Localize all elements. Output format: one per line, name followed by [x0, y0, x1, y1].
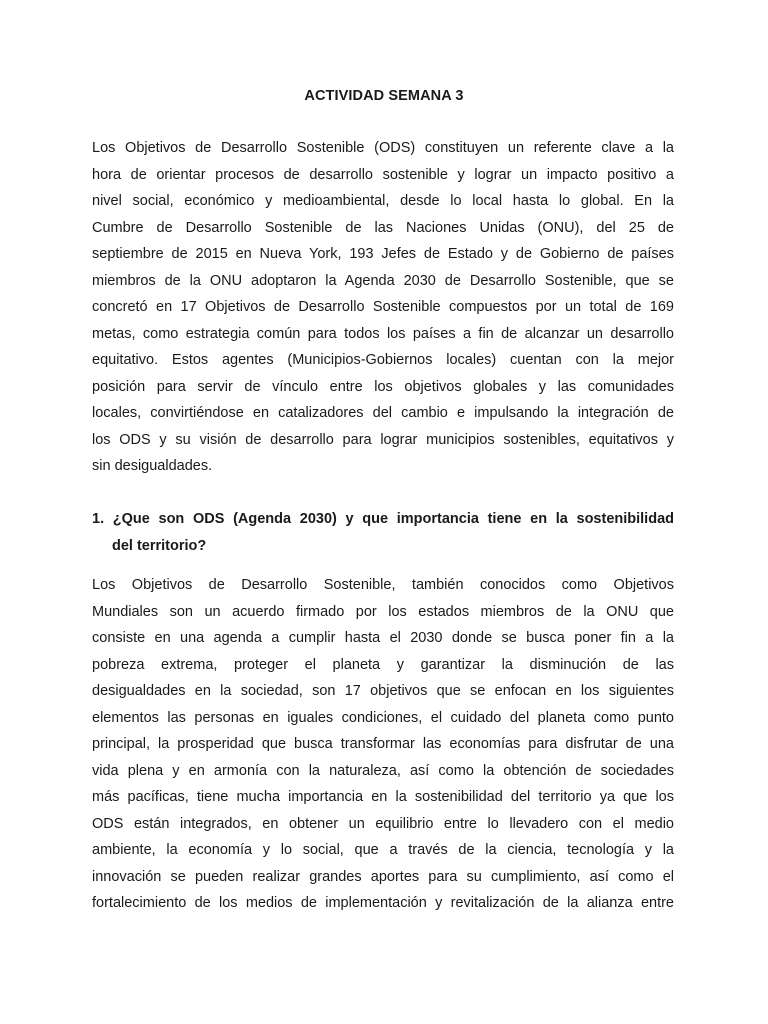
- paragraph-line: hora de orientar procesos de desarrollo sostenible y lograr un impacto positivo a: [92, 166, 674, 183]
- document-title: ACTIVIDAD SEMANA 3: [304, 88, 464, 104]
- paragraph-line: más pacíficas, tiene mucha importancia en la sostenibilidad del territorio ya que los: [92, 789, 674, 805]
- paragraph-line: Los Objetivos de Desarrollo Sostenible (ODS) constituyen un referente clave a la: [92, 140, 674, 156]
- heading-line: del territorio?: [112, 537, 207, 554]
- paragraph-line: posición para servir de vínculo entre los objetivos globales y las comunidades: [92, 378, 674, 395]
- paragraph-line: pobreza extrema, proteger el planeta y garantizar la disminución de las: [92, 656, 674, 673]
- question-heading: [92, 506, 674, 559]
- paragraph-line: concretó en 17 Objetivos de Desarrollo Sostenible compuestos por un total de 169: [92, 299, 674, 315]
- paragraph-line: equitativo. Estos agentes (Municipios-Gobiernos locales) cuentan con la mejor: [92, 352, 674, 368]
- paragraph-line: locales, convirtiéndose en catalizadores del cambio e impulsando la integración de: [92, 405, 674, 421]
- answer-paragraph: [92, 572, 674, 917]
- paragraph-line: consiste en una agenda a cumplir hasta el 2030 donde se busca poner fin a la: [92, 630, 674, 646]
- paragraph-line: Cumbre de Desarrollo Sostenible de las Naciones Unidas (ONU), del 25 de: [92, 219, 674, 236]
- paragraph-line: Los Objetivos de Desarrollo Sostenible, también conocidos como Objetivos: [92, 577, 674, 593]
- paragraph-line: ambiente, la economía y lo social, que a través de la ciencia, tecnología y la: [92, 842, 674, 858]
- paragraph-line: Mundiales son un acuerdo firmado por los estados miembros de la ONU que: [92, 603, 674, 620]
- paragraph-line: elementos las personas en iguales condiciones, el cuidado del planeta como punto: [92, 709, 674, 726]
- paragraph-line: los ODS y su visión de desarrollo para lograr municipios sostenibles, equitativos y: [92, 431, 674, 448]
- paragraph-line: innovación se pueden realizar grandes aportes para su cumplimiento, así como el: [92, 868, 674, 885]
- paragraph-line: desigualdades en la sociedad, son 17 objetivos que se enfocan en los siguientes: [92, 683, 674, 699]
- heading-line: 1. ¿Que son ODS (Agenda 2030) y que importancia tiene en la sostenibilidad: [92, 511, 674, 527]
- paragraph-line: miembros de la ONU adoptaron la Agenda 2030 de Desarrollo Sostenible, que se: [92, 272, 674, 289]
- paragraph-line: fortalecimiento de los medios de implementación y revitalización de la alianza entre: [92, 895, 674, 911]
- paragraph-line: metas, como estrategia común para todos los países a fin de alcanzar un desarrollo: [92, 325, 674, 342]
- intro-paragraph: [92, 135, 674, 480]
- paragraph-line: nivel social, económico y medioambiental, desde lo local hasta lo global. En la: [92, 193, 674, 209]
- paragraph-line: principal, la prosperidad que busca transformar las economías para disfrutar de una: [92, 736, 674, 752]
- paragraph-line: ODS están integrados, en obtener un equilibrio entre lo llevadero con el medio: [92, 815, 674, 832]
- paragraph-line: sin desigualdades.: [92, 458, 213, 474]
- paragraph-line: septiembre de 2015 en Nueva York, 193 Jefes de Estado y de Gobierno de países: [92, 246, 674, 262]
- paragraph-line: vida plena y en armonía con la naturaleza, así como la obtención de sociedades: [92, 762, 674, 779]
